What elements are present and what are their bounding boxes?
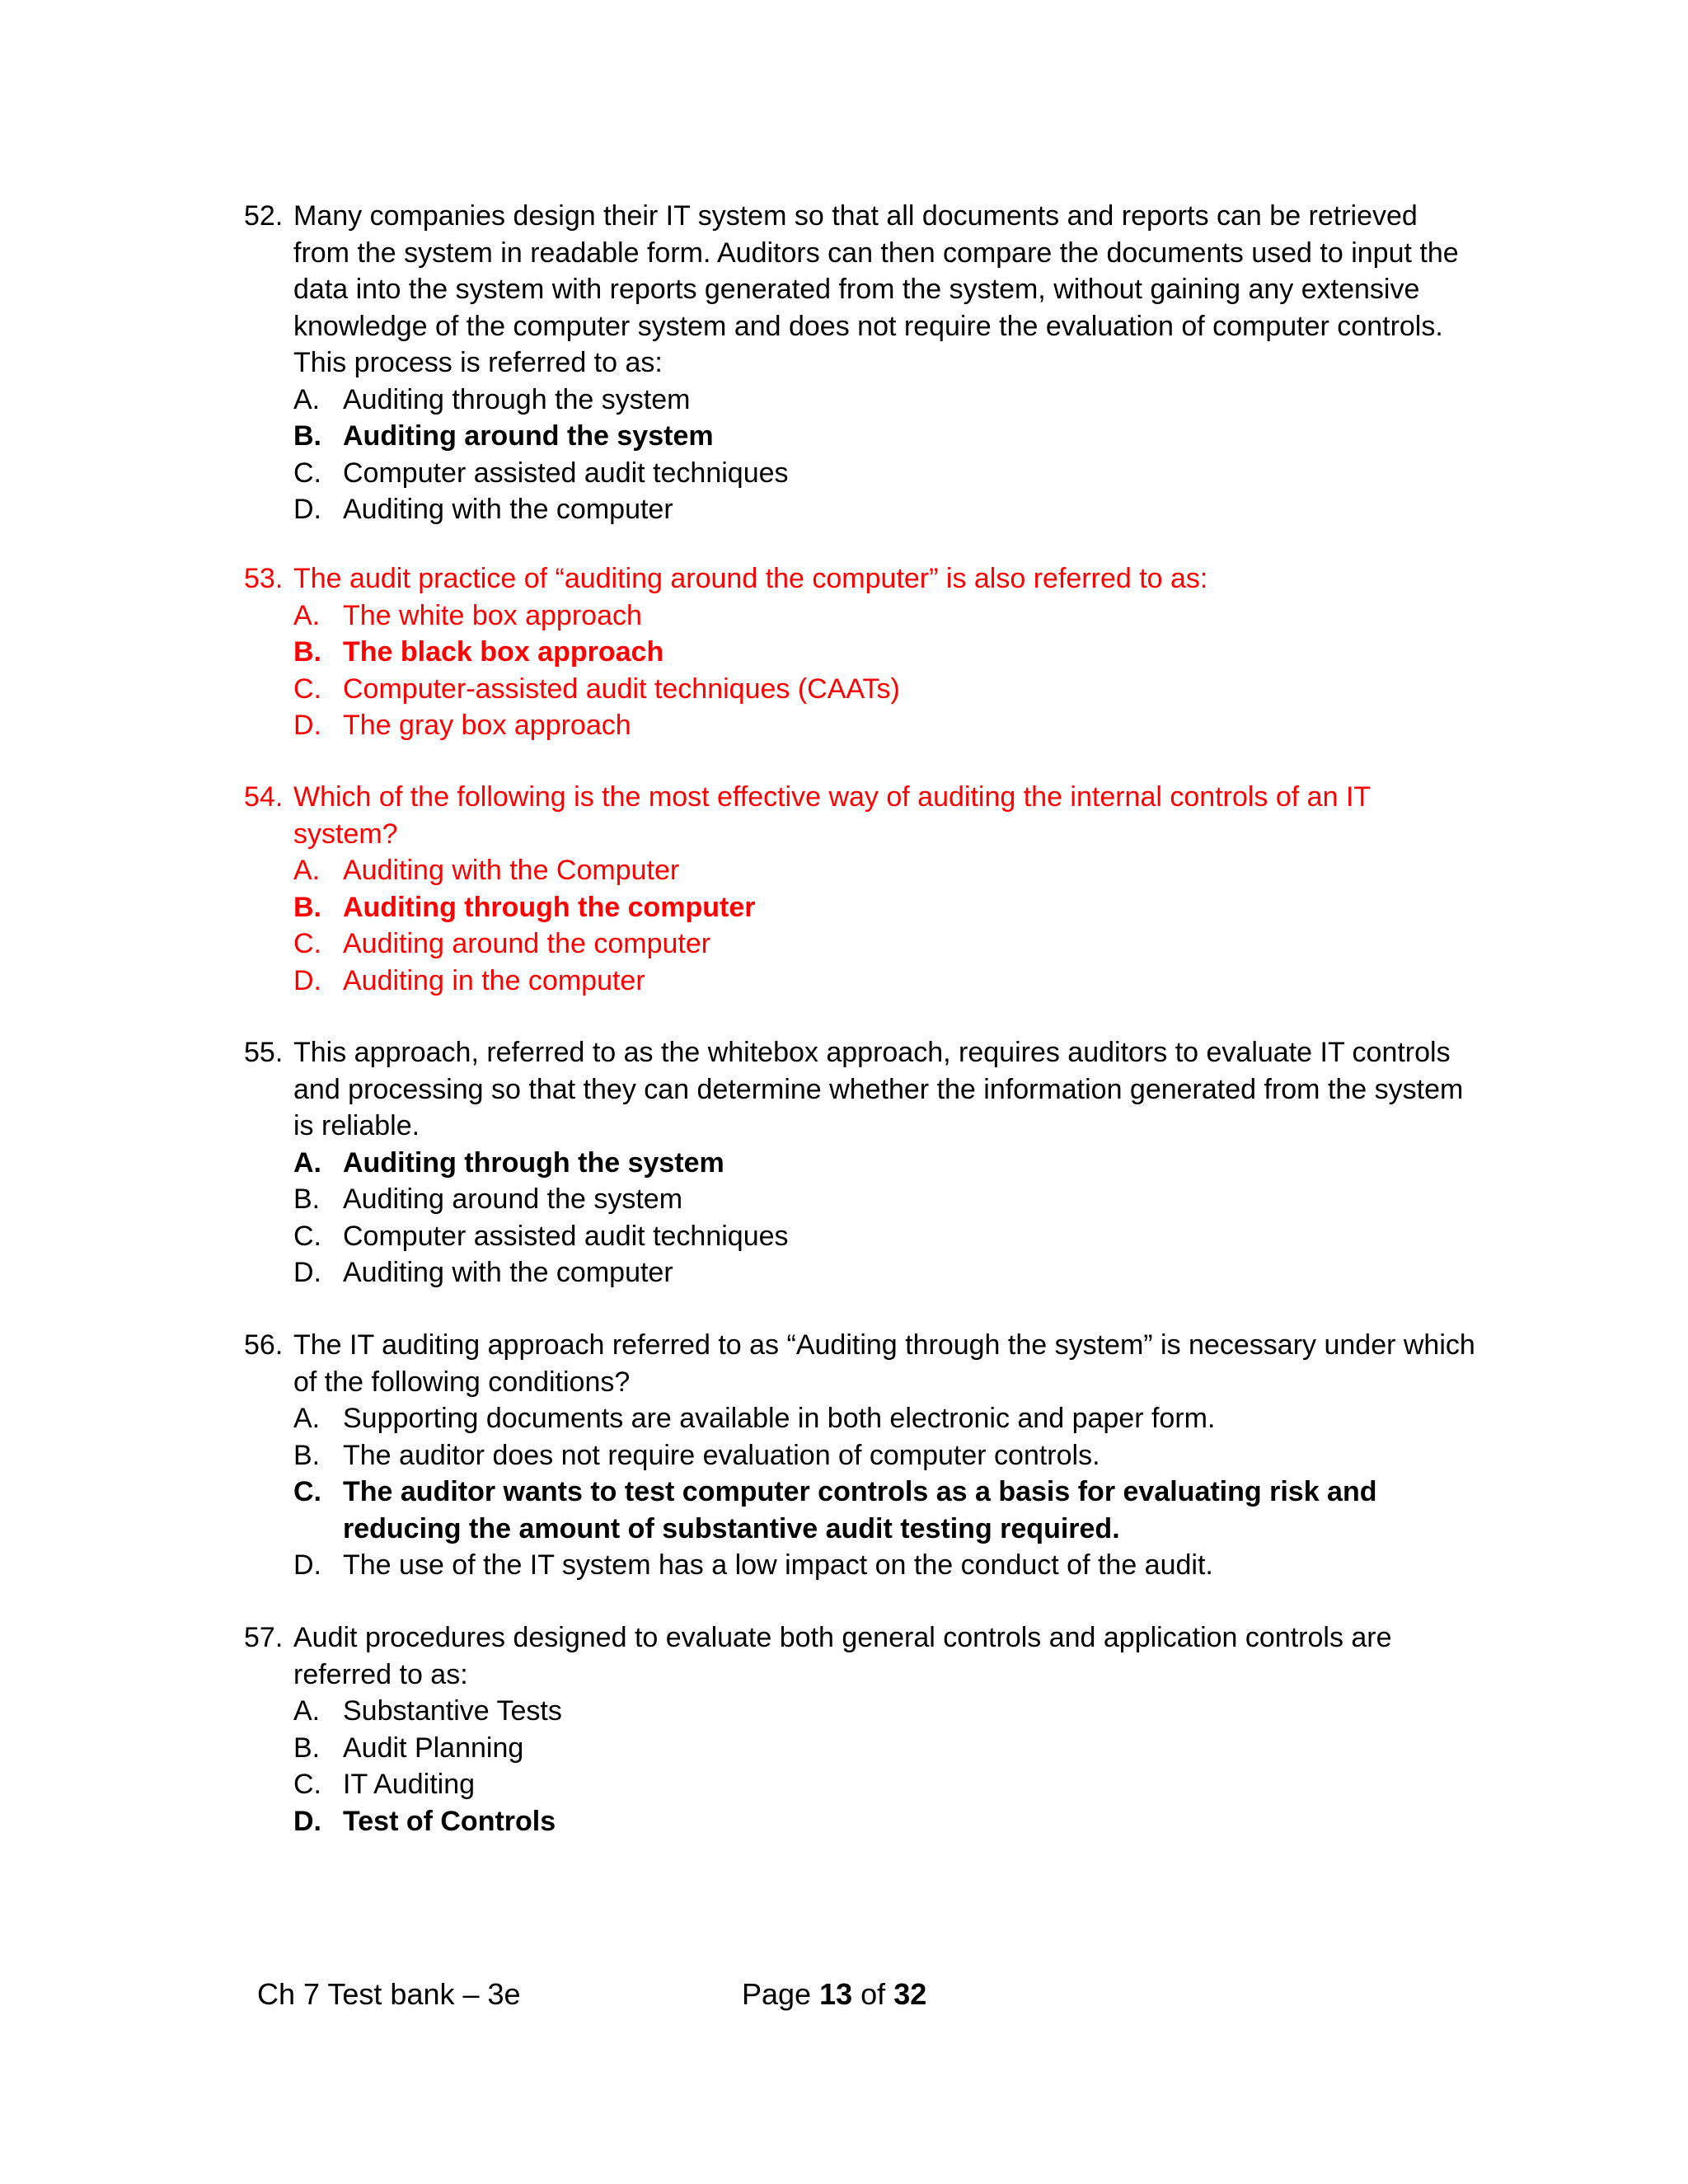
option-a [244,382,1480,419]
answer-options [244,598,1480,744]
page-total: 32 [893,1977,927,2011]
option-text: The black box approach [343,636,664,668]
option-text: Computer assisted audit techniques [343,1220,789,1252]
option-letter: B. [293,1183,321,1215]
question-text: Audit procedures designed to evaluate both general controls and application controls are referred to as: [293,1622,1392,1690]
option-letter: B. [293,891,321,923]
question-53 [244,560,1480,744]
option-letter: A. [293,383,321,415]
page-word: Page [742,1977,812,2011]
option-letter: A. [293,855,321,886]
option-d [244,707,1480,744]
option-c [244,1218,1480,1255]
answer-options [244,1400,1480,1584]
option-text: Auditing through the system [343,1146,724,1179]
option-text: Auditing around the system [343,420,714,452]
option-a [244,852,1480,889]
option-b [244,1181,1480,1218]
option-text: Substantive Tests [343,1695,562,1727]
option-text: Auditing with the computer [343,494,673,525]
option-text: The white box approach [343,599,642,631]
option-b-correct [244,889,1480,926]
question-52 [244,198,1480,528]
option-b-correct [244,418,1480,455]
option-text: IT Auditing [343,1769,476,1800]
option-d-correct [244,1803,1480,1840]
question-number: 56. [244,1329,284,1361]
option-letter: B. [293,420,321,452]
option-letter: C. [293,1220,321,1252]
option-b [244,1437,1480,1474]
option-text: The auditor wants to test computer controls as a basis for evaluating risk and reducing the amount of substantive audit testing required. [343,1476,1377,1544]
option-c [244,1766,1480,1803]
option-text: Auditing around the system [343,1183,683,1215]
option-letter: A. [293,1403,321,1434]
option-letter: B. [293,636,321,668]
question-number: 57. [244,1622,284,1653]
question-54 [244,779,1480,999]
option-letter: A. [293,599,321,631]
option-c-correct [244,1474,1480,1547]
answer-options [244,852,1480,999]
option-letter: C. [293,1476,321,1507]
option-text: Computer-assisted audit techniques (CAATs) [343,673,900,705]
answer-options [244,1145,1480,1291]
option-letter: D. [293,1549,321,1581]
option-letter: B. [293,1439,321,1471]
page-current: 13 [819,1977,853,2011]
answer-options [244,382,1480,528]
option-text: Auditing with the Computer [343,855,680,886]
question-55 [244,1034,1480,1291]
question-56 [244,1327,1480,1584]
option-letter: A. [293,1146,321,1179]
question-57 [244,1619,1480,1840]
option-c [244,926,1480,963]
option-text: Auditing through the computer [343,891,756,923]
option-letter: C. [293,457,321,489]
option-c [244,455,1480,492]
option-text: Auditing through the system [343,383,691,415]
option-d [244,963,1480,1000]
option-a [244,598,1480,635]
option-letter: D. [293,494,321,525]
option-text: The use of the IT system has a low impact on the conduct of the audit. [343,1549,1213,1581]
question-number: 55. [244,1037,284,1068]
option-letter: D. [293,1805,321,1837]
option-a-correct [244,1145,1480,1182]
question-text: Which of the following is the most effective way of auditing the internal controls of an IT system? [293,781,1371,850]
option-d [244,1547,1480,1584]
question-number: 54. [244,781,284,813]
page-of: of [860,1977,886,2011]
question-number: 53. [244,563,284,594]
option-d [244,491,1480,528]
option-b [244,1730,1480,1767]
option-text: The auditor does not require evaluation of computer controls. [343,1439,1100,1471]
option-letter: C. [293,1769,321,1800]
option-text: Audit Planning [343,1732,524,1764]
question-text: The IT auditing approach referred to as “Auditing through the system” is necessary under which of the following conditions? [293,1329,1475,1398]
option-letter: A. [293,1695,321,1727]
page-number [742,1976,926,2013]
option-letter: C. [293,928,321,959]
question-text: This approach, referred to as the whitebox approach, requires auditors to evaluate IT controls and processing so that they can determine whether the information generated from the system is reliable. [293,1037,1464,1141]
option-text: Auditing around the computer [343,928,711,959]
option-text: Auditing with the computer [343,1257,673,1288]
option-a [244,1400,1480,1437]
option-letter: D. [293,710,321,741]
answer-options [244,1693,1480,1840]
option-a [244,1693,1480,1730]
option-b-correct [244,634,1480,671]
question-text: Many companies design their IT system so that all documents and reports can be retrieved from the system in readable form. Auditors can then compare the documents used to input the data into the system with reports generated from the system, without gaining any extensive knowledge of the computer system and does not require the evaluation of computer controls. This process is referred to as: [293,200,1459,378]
option-text: Test of Controls [343,1805,556,1837]
option-c [244,671,1480,708]
option-letter: D. [293,1257,321,1288]
option-text: Supporting documents are available in both electronic and paper form. [343,1403,1216,1434]
option-d [244,1254,1480,1291]
question-text: The audit practice of “auditing around the computer” is also referred to as: [293,563,1208,594]
option-letter: C. [293,673,321,705]
option-text: Auditing in the computer [343,964,645,996]
option-text: The gray box approach [343,710,631,741]
footer-title: Ch 7 Test bank – 3e [257,1977,521,2011]
question-number: 52. [244,200,284,232]
option-text: Computer assisted audit techniques [343,457,789,489]
option-letter: B. [293,1732,321,1764]
option-letter: D. [293,964,321,996]
